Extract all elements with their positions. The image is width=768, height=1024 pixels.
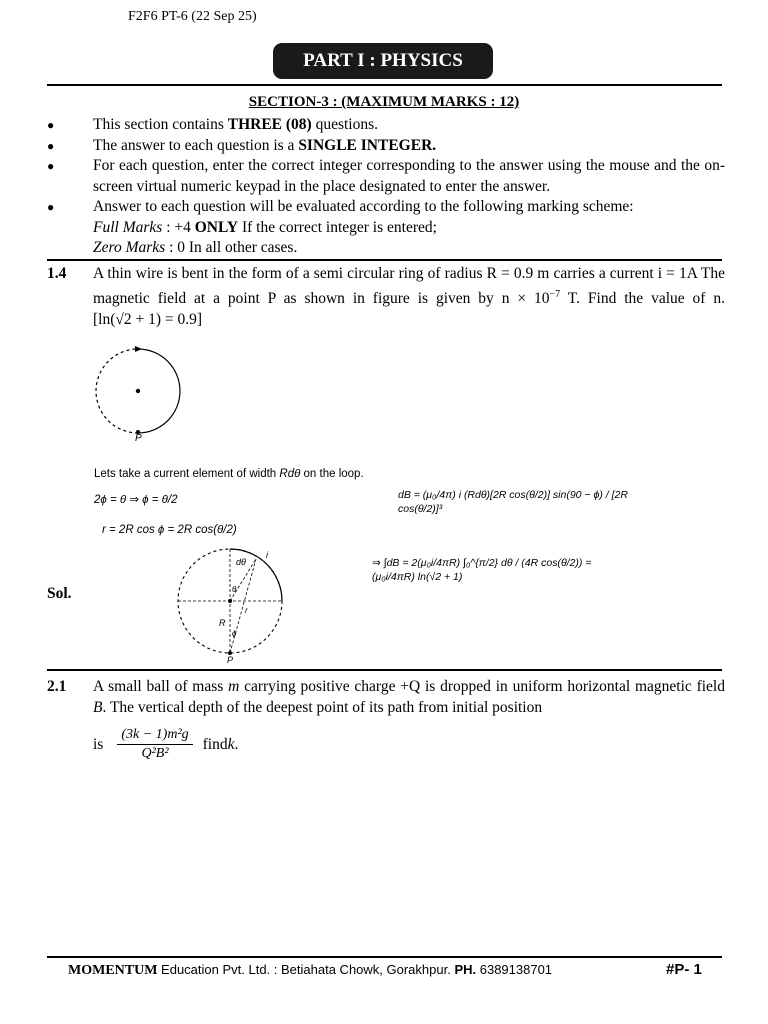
page-number: #P- 1 — [666, 961, 702, 978]
section-divider — [47, 259, 722, 261]
point-p-label: P — [227, 655, 234, 664]
section-title: SECTION-3 : (MAXIMUM MARKS : 12) — [248, 94, 520, 110]
question-2 — [47, 676, 725, 718]
fraction — [117, 726, 192, 763]
solution-eq-2: r = 2R cos ϕ = 2R cos(θ/2) — [102, 524, 237, 536]
solution-eq-3: dB = (μ₀/4π) i (Rdθ)[2R cos(θ/2)] sin(90 − ϕ) / [2R cos(θ/2)]³ — [398, 489, 628, 515]
phi-label: ϕ — [232, 629, 237, 638]
solution-figure — [170, 546, 295, 664]
question-text: A thin wire is bent in the form of a semi circular ring of radius R = 0.9 m carries a current i = 1A The magnetic field at a point P as shown in figure is given by $n \times 10^{-7}$ T. Find the value of n. [ln(√2 + 1) = 0.9] — [93, 265, 725, 329]
r-line — [230, 559, 256, 653]
current-arrow-icon — [135, 346, 142, 352]
center-dot — [228, 599, 232, 603]
part-title: PART I : PHYSICS — [273, 43, 493, 79]
solution-eq-1: 2ϕ = θ ⇒ ϕ = θ/2 — [94, 494, 178, 506]
footer-divider — [47, 956, 722, 958]
question-2-answer-form: is $\frac{\text{(3k − 1)m²g}}{\text{Q²B²}}$ find k . — [93, 727, 239, 761]
fraction-numerator: (3k − 1)m²g — [117, 726, 192, 745]
header-divider — [47, 84, 722, 86]
center-dot — [136, 389, 140, 393]
question-number: 2.1 — [47, 678, 67, 695]
instruction-4: ● Answer to each question will be evaluated according to the following marking scheme: — [47, 197, 725, 218]
bullet-icon: ● — [47, 138, 55, 153]
current-label: i — [266, 550, 268, 560]
r-label: r — [245, 606, 248, 615]
question-number: 1.4 — [47, 265, 67, 282]
instruction-3: ● For each question, enter the correct integer corresponding to the answer using the mouse and the on-screen virtual numeric keypad in the place designated to enter the answer. — [47, 156, 725, 197]
point-p-label: P — [135, 433, 142, 444]
question-1 — [47, 263, 725, 330]
instruction-1: ● This section contains THREE (08) questions. — [47, 115, 725, 136]
is-word: is — [93, 735, 104, 753]
bullet-icon: ● — [47, 200, 55, 214]
instruction-2: ● The answer to each question is a SINGLE INTEGER. — [47, 136, 725, 157]
full-marks-line: Full Marks : +4 ONLY If the correct integer is entered; — [93, 218, 437, 236]
bullet-icon: ● — [47, 159, 55, 173]
solution-line-1: Lets take a current element of width Rdθ on the loop. — [94, 468, 364, 480]
fraction-denominator: Q²B² — [141, 746, 169, 761]
R-label: R — [219, 618, 226, 628]
semicircle-wire — [138, 349, 180, 433]
theta-label: θ — [232, 585, 237, 594]
question-figure — [88, 343, 188, 445]
paper-code: F2F6 PT-6 (22 Sep 25) — [128, 9, 257, 24]
question-text: A small ball of mass m carrying positive charge +Q is dropped in uniform horizontal magnetic field B. The vertical depth of the deepest point of its path from initial position — [93, 678, 725, 716]
bullet-icon: ● — [47, 118, 55, 132]
footer-text: MOMENTUM Education Pvt. Ltd. : Betiahata Chowk, Gorakhpur. PH. 6389138701 — [68, 962, 553, 978]
dtheta-label: dθ — [236, 557, 246, 567]
instructions — [47, 115, 725, 259]
question-divider — [47, 669, 722, 671]
solution-eq-4: ⇒ ∫dB = 2(μ₀i/4πR) ∫₀^{π/2} dθ / (4R cos(θ/2)) = (μ₀i/4πR) ln(√2 + 1) — [372, 557, 592, 583]
dashed-half — [96, 349, 138, 433]
solution-label: Sol. — [47, 585, 72, 602]
zero-marks-line: Zero Marks : 0 In all other cases. — [93, 239, 298, 256]
